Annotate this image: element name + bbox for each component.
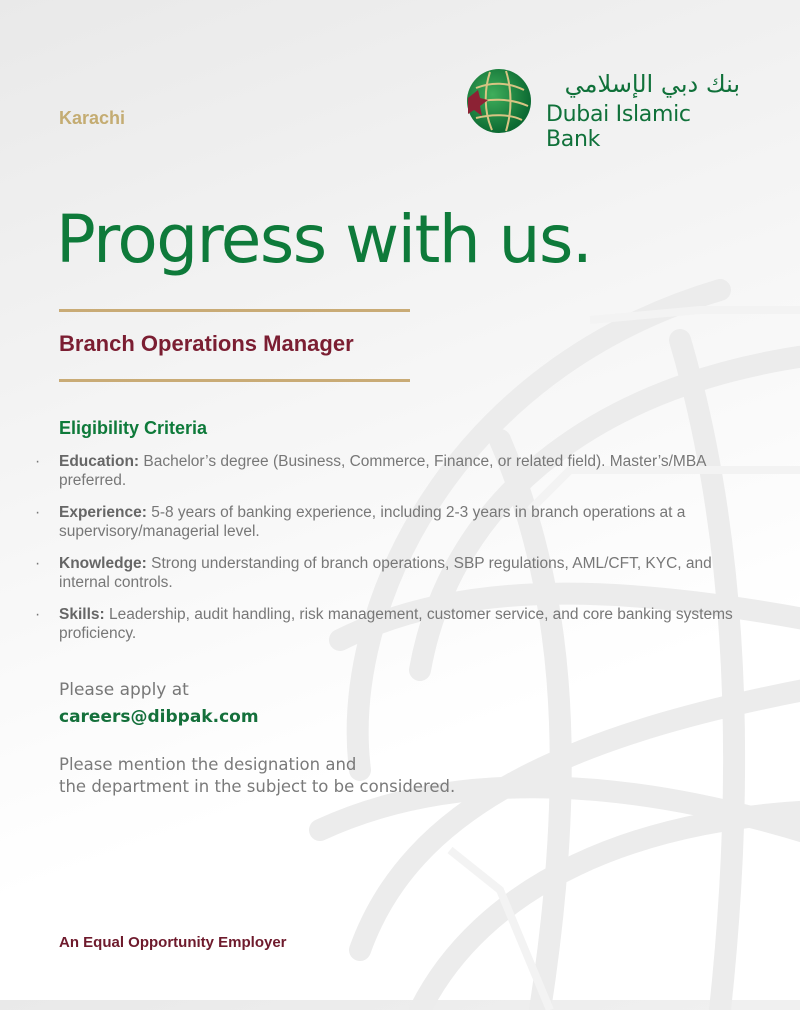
- job-title: Branch Operations Manager: [59, 331, 354, 356]
- bullet-icon: ·: [35, 606, 41, 623]
- bullet-icon: ·: [35, 555, 41, 572]
- criterion-label: Education:: [59, 453, 140, 470]
- eligibility-item-education: [30, 452, 750, 490]
- eligibility-item-experience: [30, 503, 750, 541]
- bullet-icon: ·: [35, 504, 41, 521]
- criterion-text: 5-8 years of banking experience, including 2-3 years in branch operations at a supervisory/managerial level.: [59, 504, 686, 540]
- criterion-text: Strong understanding of branch operations, SBP regulations, AML/CFT, KYC, and internal controls.: [59, 555, 712, 591]
- application-note-line-1: Please mention the designation and: [59, 755, 357, 774]
- bank-name-arabic: بنك دبي الإسلامي: [564, 70, 740, 98]
- divider-bottom: [59, 379, 410, 382]
- bank-logo: [466, 66, 746, 152]
- eligibility-item-knowledge: [30, 554, 750, 592]
- criterion-text: Bachelor’s degree (Business, Commerce, Finance, or related field). Master’s/MBA preferred.: [59, 453, 706, 489]
- careers-email-link[interactable]: careers@dibpak.com: [59, 707, 259, 727]
- criterion-label: Experience:: [59, 504, 147, 521]
- headline: Progress with us.: [56, 201, 592, 278]
- eligibility-item-skills: [30, 605, 750, 643]
- bank-name-english: Dubai Islamic Bank: [546, 102, 691, 152]
- application-note-line-2: the department in the subject to be considered.: [59, 777, 456, 796]
- location-label: Karachi: [59, 108, 126, 128]
- bullet-icon: ·: [35, 453, 41, 470]
- criterion-label: Knowledge:: [59, 555, 147, 572]
- criterion-text: Leadership, audit handling, risk management, customer service, and core banking systems proficiency.: [59, 606, 733, 642]
- eligibility-heading: Eligibility Criteria: [59, 418, 208, 438]
- application-note: [59, 754, 499, 798]
- globe-logo-icon: [466, 68, 532, 134]
- criterion-label: Skills:: [59, 606, 105, 623]
- eligibility-list: [30, 452, 750, 656]
- equal-opportunity-statement: An Equal Opportunity Employer: [59, 934, 287, 951]
- divider-top: [59, 309, 410, 312]
- apply-prompt: Please apply at: [59, 680, 189, 700]
